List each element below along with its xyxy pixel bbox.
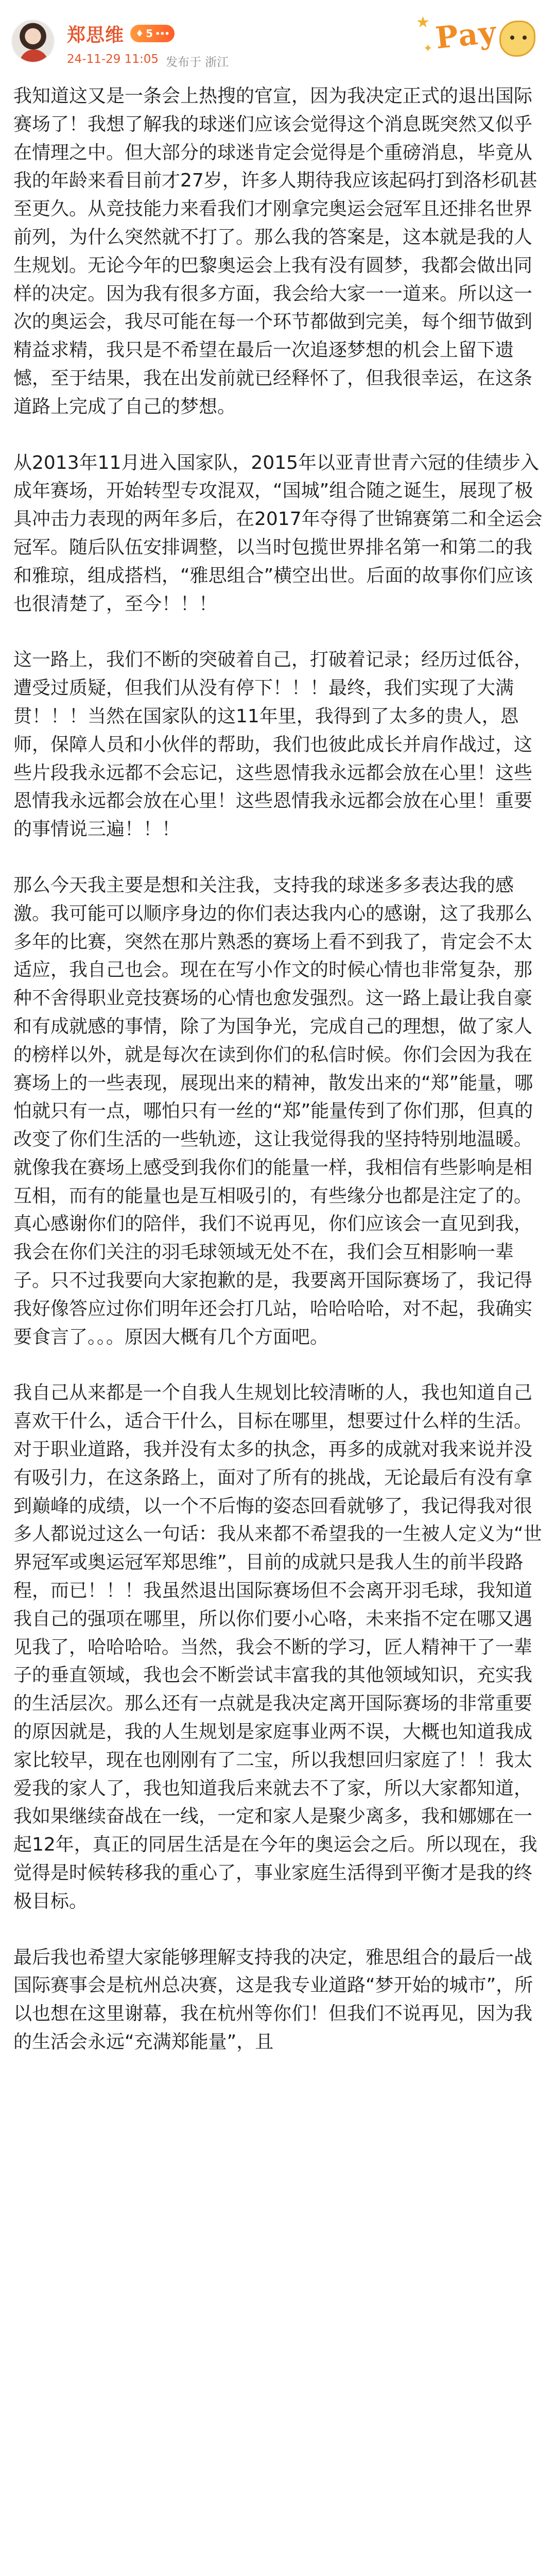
cartoon-sticker-icon[interactable] (415, 11, 544, 69)
diamond-icon: ♦ (135, 28, 144, 39)
post-paragraph: 我自己从来都是一个自我人生规划比较清晰的人，我也知道自己喜欢干什么，适合干什么，目标在哪里，想要过什么样的生活。对于职业道路，我并没有太多的执念，再多的成就对我来说并没有吸引力，在这条路上，面对了所有的挑战，无论最后有没有拿到巅峰的成绩，以一个不后悔的姿态回看就够了，我记得我对很多人都说过这么一句话：我从来都不希望我的一生被人定义为“世界冠军或奥运冠军郑思维”，目前的成就只是我人生的前半段路程，而已！！！我虽然退出国际赛场但不会离开羽毛球，我知道我自己的强项在哪里，所以你们要小心咯，未来指不定在哪又遇见我了，哈哈哈哈。当然，我会不断的学习，匠人精神干了一辈子的垂直领域，我也会不断尝试丰富我的其他领域知识，充实我的生活层次。那么还有一点就是我决定离开国际赛场的非常重要的原因就是，我的人生规划是家庭事业两不误，大概也知道我成家比较早，现在也刚刚有了二宝，所以我想回归家庭了！！我太爱我的家人了，我也知道我后来就去不了家，所以大家都知道，我如果继续奋战在一线，一定和家人是聚少离多，我和娜娜在一起12年，真正的同居生活是在今年的奥运会之后。所以现在，我觉得是时候转移我的重心了，事业家庭生活得到平衡才是我的终极目标。 (13, 1382, 542, 1912)
post-date: 24-11-29 11:05 (67, 53, 159, 66)
post-header (0, 0, 556, 77)
sticker-face-icon (499, 21, 535, 57)
star-icon: ★ (416, 13, 430, 31)
ip-location: 发布于 浙江 (166, 56, 229, 69)
post-body (13, 82, 544, 2057)
vip-level: 5 (146, 27, 153, 40)
post-paragraph: 最后我也希望大家能够理解支持我的决定，雅思组合的最后一战国际赛事会是杭州总决赛，这是我专业道路“梦开始的城市”，所以也想在这里谢幕，我在杭州等你们！但我们不说再见，因为我的生活会永远“充满郑能量”，且 (13, 1946, 533, 2053)
post-paragraph: 那么今天我主要是想和关注我，支持我的球迷多多表达我的感激。我可能可以顺序身边的你们表达我内心的感谢，这了我那么多年的比赛，突然在那片熟悉的赛场上看不到我了，肯定会不太适应，我自己也会。现在在写小作文的时候心情也非常复杂，那种不舍得职业竞技赛场的心情也愈发强烈。这一路上最让我自豪和有成就感的事情，除了为国争光，完成自己的理想，做了家人的榜样以外，就是每次在读到你们的私信时候。你们会因为我在赛场上的一些表现，展现出来的精神，散发出来的“郑”能量，哪怕就只有一点，哪怕只有一丝的“郑”能量传到了你们那，但真的改变了你们生活的一些轨迹，这让我觉得我的坚持特别地温暖。就像我在赛场上感受到我你们的能量一样，我相信有些影响是相互相，而有的能量也是互相吸引的，有些缘分也都是注定了的。真心感谢你们的陪伴，我们不说再见，你们应该会一直见到我，我会在你们关注的羽毛球领域无处不在，我们会互相影响一辈子。只不过我要向大家抱歉的是，我要离开国际赛场了，我记得我好像答应过你们明年还会打几站，哈哈哈哈，对不起，我确实要食言了。。。原因大概有几个方面吧。 (13, 874, 533, 1348)
post-meta (67, 53, 229, 70)
avatar[interactable] (11, 20, 55, 63)
post-paragraph: 我知道这又是一条会上热搜的官宣，因为我决定正式的退出国际赛场了！我想了解我的球迷们应该会觉得这个消息既突然又似乎在情理之中。但大部分的球迷肯定会觉得是个重磅消息，毕竟从我的年龄来看目前才27岁，许多人期待我应该起码打到洛杉矶甚至更久。从竞技能力来看我们才刚拿完奥运会冠军且还排名世界前列，为什么突然就不打了。那么我的答案是，这本就是我的人生规划。无论今年的巴黎奥运会上我有没有圆梦，我都会做出同样的决定。因为我有很多方面，我会给大家一一道来。所以这一次的奥运会，我尽可能在每一个环节都做到完美，每个细节做到精益求精，我只是不希望在最后一次追逐梦想的机会上留下遗憾，至于结果，我在出发前就已经释怀了，但我很幸运，在这条道路上完成了自己的梦想。 (13, 86, 537, 417)
vip-badge[interactable] (130, 25, 175, 42)
sticker-text: Pay (433, 14, 499, 56)
badge-dots: ••• (155, 28, 169, 39)
post-paragraph: 从2013年11月进入国家队，2015年以亚青世青六冠的佳绩步入成年赛场，开始转型专攻混双，“国城”组合随之诞生，展现了极具冲击力表现的两年多后，在2017年夺得了世锦赛第二和全运会冠军。随后队伍安排调整，以当时包揽世界排名第一和第二的我和雅琼，组成搭档，“雅思组合”横空出世。后面的故事你们应该也很清楚了，至今！！！ (13, 452, 543, 615)
author-row (67, 21, 175, 46)
author-name[interactable]: 郑思维 (67, 24, 125, 46)
star-icon: ✦ (423, 42, 433, 55)
post-paragraph: 这一路上，我们不断的突破着自己，打破着记录；经历过低谷，遭受过质疑，但我们从没有停下！！！最终，我们实现了大满贯！！！当然在国家队的这11年里，我得到了太多的贵人，恩师，保障人员和小伙伴的帮助，我们也彼此成长并肩作战过，这些片段我永远都不会忘记，这些恩情我永远都会放在心里！这些恩情我永远都会放在心里！这些恩情我永远都会放在心里！重要的事情说三遍！！！ (13, 649, 533, 840)
